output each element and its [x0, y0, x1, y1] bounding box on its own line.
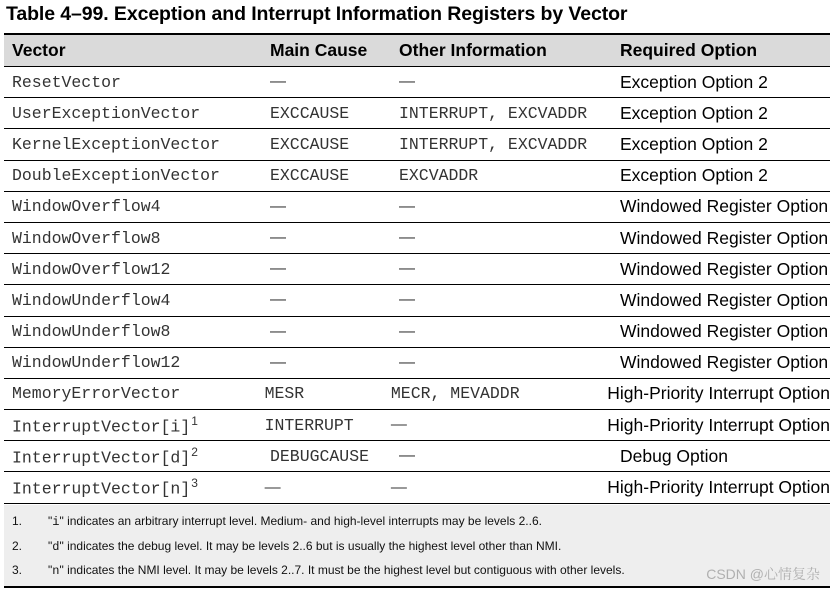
vector-name: MemoryErrorVector	[12, 384, 181, 404]
other-information-cell: —	[399, 353, 415, 371]
main-cause-cell: —	[270, 260, 286, 278]
required-option-cell: Exception Option 2	[620, 71, 768, 92]
footnote-quote: "	[48, 563, 53, 577]
main-cause-cell: —	[270, 353, 286, 371]
required-option-cell: Windowed Register Option	[620, 321, 829, 342]
table-row	[4, 472, 830, 503]
vector-name: WindowUnderflow8	[12, 322, 171, 342]
main-cause-cell: DEBUGCAUSE	[270, 446, 370, 466]
footnote-text: " indicates the NMI level. It may be levels 2..7. It must be the highest level but contiguous with other levels.	[59, 563, 625, 577]
footnote-text: " indicates an arbitrary interrupt level. Medium- and high-level interrupts may be levels 2..6.	[59, 514, 542, 528]
required-option-cell: High-Priority Interrupt Option	[607, 414, 830, 435]
table-row	[4, 98, 830, 129]
table-row	[4, 67, 830, 98]
table-body	[4, 67, 830, 504]
vector-name: WindowUnderflow4	[12, 290, 171, 310]
footnote-number: 3.	[12, 563, 23, 577]
table-row	[4, 317, 830, 348]
vector-name: UserExceptionVector	[12, 103, 201, 123]
other-information-cell: INTERRUPT, EXCVADDR	[399, 134, 588, 154]
vector-name: WindowOverflow12	[12, 259, 171, 279]
vector-cell	[4, 291, 270, 310]
table-header	[4, 33, 830, 67]
other-information-cell: —	[399, 447, 415, 465]
vector-name: InterruptVector[n]	[12, 479, 191, 499]
footnote-text: " indicates the debug level. It may be levels 2..6 but is usually the highest level other than NMI.	[59, 539, 562, 553]
other-information-cell: —	[399, 291, 415, 309]
other-information-cell: —	[399, 197, 415, 215]
vector-cell	[4, 197, 270, 216]
header-required-option: Required Option	[620, 40, 758, 60]
table-row	[4, 441, 830, 472]
footnote-number: 1.	[12, 514, 23, 528]
table-row	[4, 410, 830, 441]
table-row	[4, 285, 830, 316]
main-cause-cell: —	[264, 478, 281, 496]
required-option-cell: Windowed Register Option	[620, 258, 829, 279]
required-option-cell: Exception Option 2	[620, 133, 768, 154]
main-cause-cell: —	[270, 197, 286, 215]
header-vector: Vector	[12, 40, 66, 60]
required-option-cell: Windowed Register Option	[620, 352, 829, 373]
table-title: Table 4–99. Exception and Interrupt Information Registers by Vector	[6, 3, 628, 25]
required-option-cell: Windowed Register Option	[620, 227, 829, 248]
watermark: CSDN @心情复杂	[706, 566, 820, 582]
vector-cell	[4, 476, 265, 498]
other-information-cell: —	[390, 478, 407, 496]
main-cause-cell: —	[270, 229, 286, 247]
vector-cell	[4, 445, 270, 467]
table-row	[4, 379, 830, 410]
other-information-cell: —	[399, 322, 415, 340]
required-option-cell: Windowed Register Option	[620, 196, 829, 217]
other-information-cell: INTERRUPT, EXCVADDR	[399, 103, 588, 123]
main-cause-cell: —	[270, 322, 286, 340]
footnote-quote: "	[48, 539, 53, 553]
header-other-information: Other Information	[399, 40, 547, 60]
main-cause-cell: EXCCAUSE	[270, 103, 350, 123]
vector-cell	[4, 414, 265, 436]
table-row	[4, 192, 830, 223]
header-main-cause: Main Cause	[270, 40, 368, 60]
vector-cell	[4, 73, 270, 92]
required-option-cell: Windowed Register Option	[620, 289, 829, 310]
required-option-cell: Debug Option	[620, 445, 728, 466]
table-row	[4, 254, 830, 285]
footnote-code: d	[52, 540, 60, 554]
footnote-ref: 3	[191, 476, 198, 491]
required-option-cell: Exception Option 2	[620, 165, 768, 186]
vector-cell	[4, 104, 270, 123]
vector-cell	[4, 166, 270, 185]
vector-cell	[4, 229, 270, 248]
footnote-code: n	[52, 564, 60, 578]
vector-cell	[4, 260, 270, 279]
vector-name: WindowUnderflow12	[12, 353, 181, 373]
footnote-number: 2.	[12, 539, 23, 553]
other-information-cell: —	[399, 260, 415, 278]
main-cause-cell: —	[270, 73, 286, 91]
required-option-cell: High-Priority Interrupt Option	[607, 383, 830, 404]
main-cause-cell: EXCCAUSE	[270, 134, 350, 154]
other-information-cell: MECR, MEVADDR	[390, 384, 520, 404]
table-row	[4, 223, 830, 254]
footnote-code: i	[52, 515, 60, 529]
footnote-ref: 1	[191, 413, 198, 428]
main-cause-cell: MESR	[264, 384, 305, 404]
main-cause-cell: EXCCAUSE	[270, 166, 350, 186]
required-option-cell: Exception Option 2	[620, 102, 768, 123]
vector-cell	[4, 353, 270, 372]
required-option-cell: High-Priority Interrupt Option	[607, 477, 830, 498]
vector-cell	[4, 384, 265, 403]
vector-cell	[4, 135, 270, 154]
other-information-cell: —	[390, 416, 407, 434]
main-cause-cell: INTERRUPT	[264, 415, 354, 435]
table-row	[4, 161, 830, 192]
other-information-cell: —	[399, 73, 415, 91]
vector-name: InterruptVector[d]	[12, 448, 191, 468]
vector-name: KernelExceptionVector	[12, 134, 220, 154]
other-information-cell: —	[399, 229, 415, 247]
vector-table	[4, 33, 830, 504]
table-row	[4, 348, 830, 379]
footnote-quote: "	[48, 514, 53, 528]
vector-cell	[4, 322, 270, 341]
vector-name: WindowOverflow4	[12, 197, 161, 217]
other-information-cell: EXCVADDR	[399, 166, 479, 186]
footnote-ref: 2	[191, 445, 198, 460]
vector-name: InterruptVector[i]	[12, 417, 191, 437]
table-row	[4, 129, 830, 160]
vector-name: ResetVector	[12, 72, 121, 92]
vector-name: WindowOverflow8	[12, 228, 161, 248]
main-cause-cell: —	[270, 291, 286, 309]
vector-name: DoubleExceptionVector	[12, 166, 220, 186]
